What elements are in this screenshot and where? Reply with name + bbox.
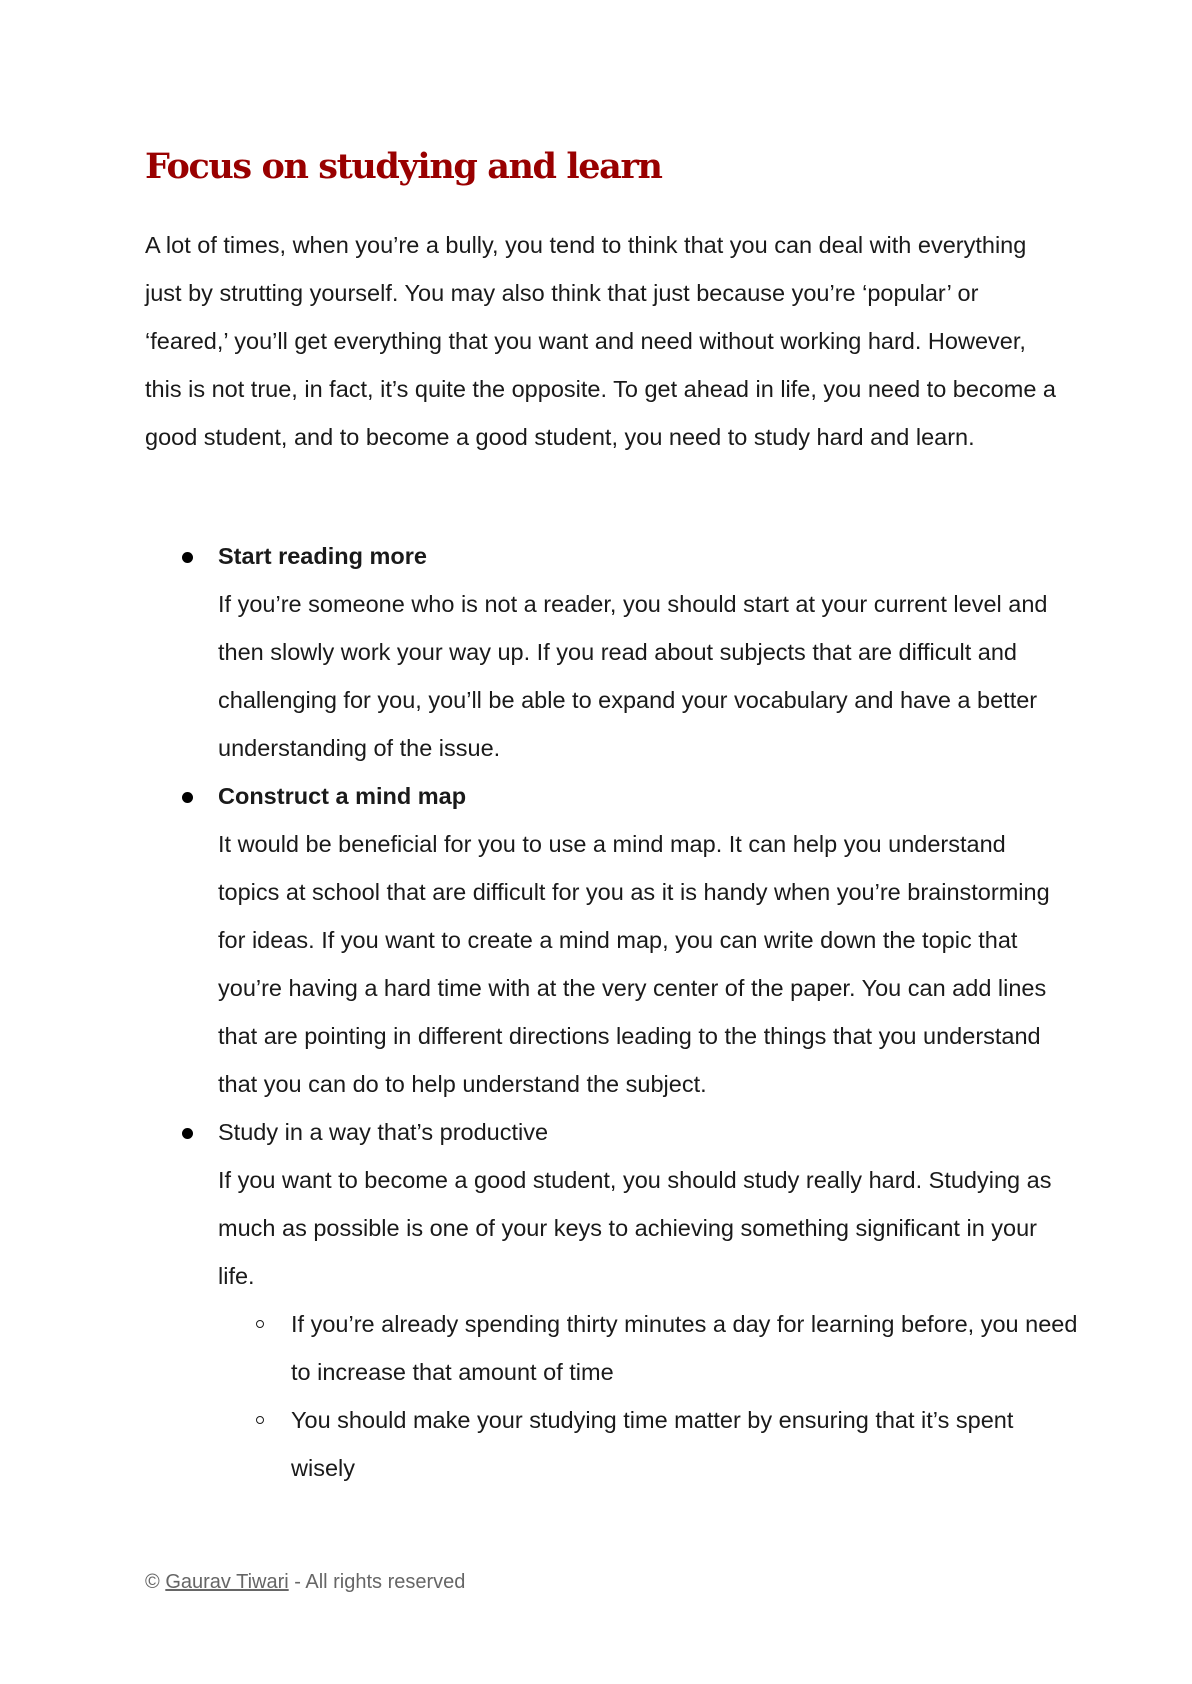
hollow-bullet-icon bbox=[256, 1320, 264, 1328]
list-item-body: If you want to become a good student, you should study really hard. Studying as much as possible is one of your keys to achieving something significant in your life. bbox=[218, 1167, 1052, 1289]
bullet-icon bbox=[182, 1128, 193, 1139]
footer bbox=[145, 1568, 465, 1596]
sub-list-item-text: If you’re already spending thirty minutes a day for learning before, you need to increase that amount of time bbox=[291, 1311, 1078, 1385]
list-item-title: Construct a mind map bbox=[218, 783, 467, 809]
author-link[interactable]: Gaurav Tiwari bbox=[165, 1571, 289, 1593]
hollow-bullet-icon bbox=[256, 1416, 264, 1424]
sub-list bbox=[218, 1300, 1078, 1492]
bullet-icon bbox=[182, 552, 193, 563]
list-item-body: It would be beneficial for you to use a mind map. It can help you understand topics at school that are difficult for you as it is handy when you’re brainstorming for ideas. If you want to create a mind map, you can write down the topic that you’re having a hard time with at the very center of the paper. You can add lines that are pointing in different directions leading to the things that you understand that you can do to help understand the subject. bbox=[218, 831, 1050, 1097]
bullet-icon bbox=[182, 792, 193, 803]
copyright-symbol: © bbox=[145, 1571, 160, 1593]
intro-paragraph: A lot of times, when you’re a bully, you tend to think that you can deal with everything just by strutting yourself. You may also think that just because you’re ‘popular’ or ‘feared,’ you’ll get everything that you want and need without working hard. However, this is not true, in fact, it’s quite the opposite. To get ahead in life, you need to become a good student, and to become a good student, you need to study hard and learn. bbox=[145, 232, 1056, 450]
list-item-title: Study in a way that’s productive bbox=[218, 1119, 549, 1145]
sub-list-item bbox=[218, 1396, 1081, 1492]
list-item-body: If you’re someone who is not a reader, you should start at your current level and then slowly work your way up. If you read about subjects that are difficult and challenging for you, you’ll be able to expand your vocabulary and have a better understanding of the issue. bbox=[218, 591, 1048, 761]
sub-list-item bbox=[218, 1300, 1081, 1396]
section-heading: Focus on studying and learn bbox=[145, 146, 662, 187]
list-item bbox=[145, 532, 1075, 772]
tips-list bbox=[145, 532, 1078, 1492]
sub-list-item-text: You should make your studying time matter by ensuring that it’s spent wisely bbox=[291, 1407, 1014, 1481]
footer-suffix: - All rights reserved bbox=[294, 1571, 466, 1593]
list-item bbox=[145, 772, 1075, 1108]
list-item bbox=[145, 1108, 1078, 1492]
list-item-title: Start reading more bbox=[218, 543, 427, 569]
